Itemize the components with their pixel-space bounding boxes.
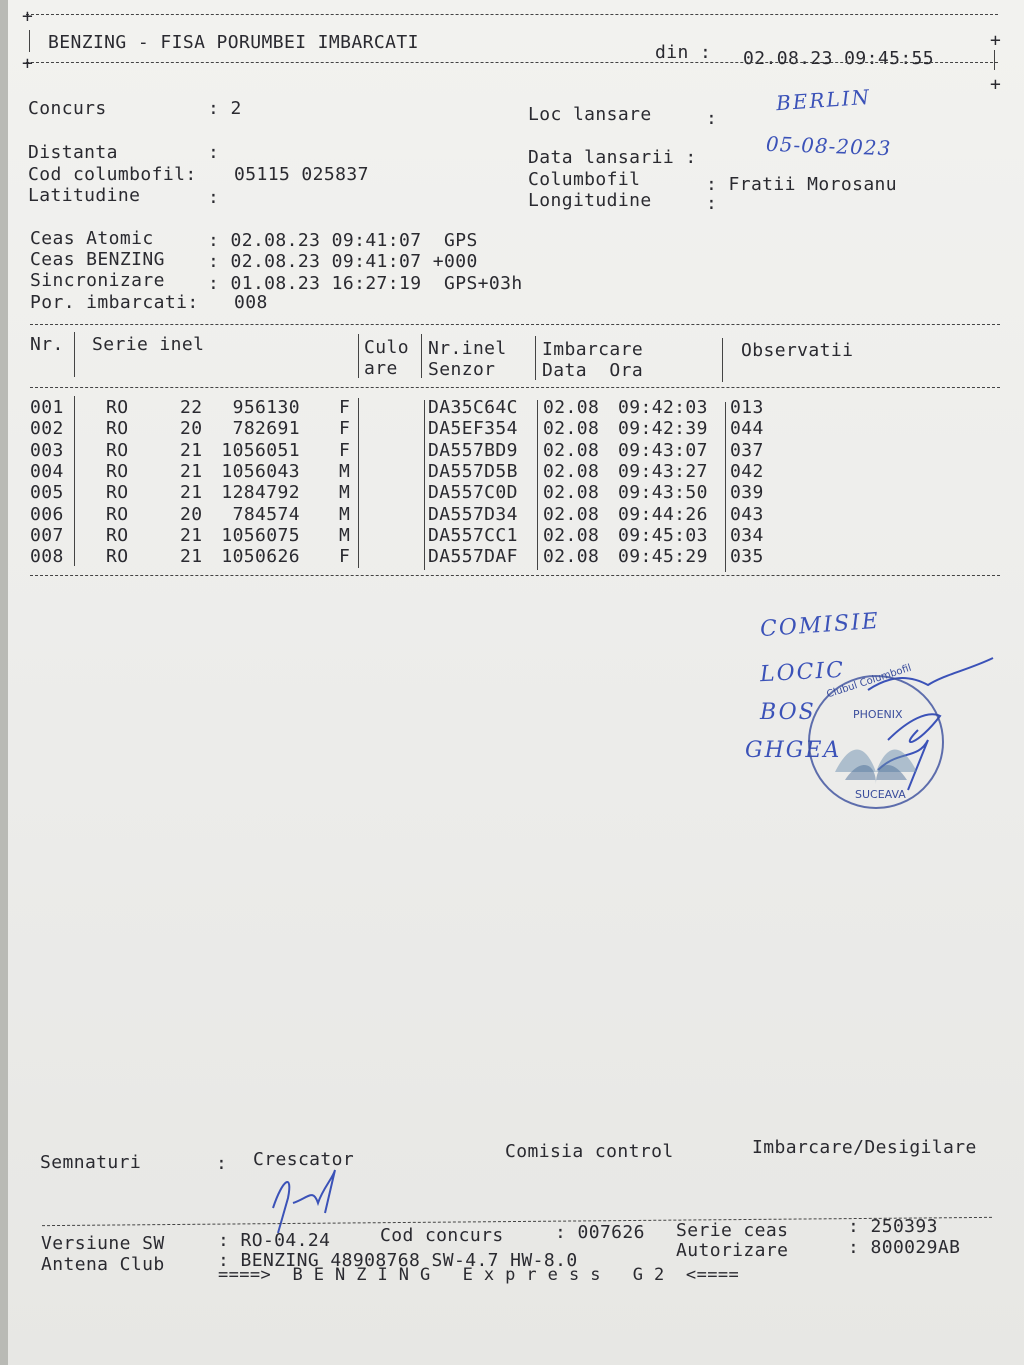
date-value: 02.08.23 09:45:55 bbox=[743, 48, 935, 69]
stamp-top-text: Clubul Columbofil bbox=[825, 662, 913, 701]
table-top-rule bbox=[30, 324, 1000, 325]
loc-lansare-colon: : bbox=[706, 108, 718, 129]
antena-club-value: : BENZING 48908768 SW-4.7 HW-8.0 bbox=[218, 1250, 578, 1271]
distanta-label: Distanta bbox=[28, 142, 118, 163]
cell-year: 21 bbox=[180, 525, 203, 547]
columbofil-value: : Fratii Morosanu bbox=[706, 174, 898, 195]
header-culoare-1: Culo bbox=[364, 337, 409, 358]
cell-ring-number: 782691 bbox=[232, 418, 300, 440]
cell-sensor: DA35C64C bbox=[428, 397, 518, 418]
stamp-bottom-text: SUCEAVA bbox=[855, 788, 906, 801]
autorizare-label: Autorizare bbox=[676, 1240, 789, 1261]
cell-observatii: 044 bbox=[730, 418, 764, 440]
cell-date: 02.08 bbox=[543, 461, 600, 483]
longitudine-label: Longitudine bbox=[528, 190, 652, 211]
cell-time: 09:44:26 bbox=[618, 503, 708, 525]
cell-sex: M bbox=[339, 503, 351, 525]
cell-ring-number: 1056051 bbox=[221, 439, 300, 461]
cell-nr: 006 bbox=[30, 503, 64, 525]
date-label: din : bbox=[655, 42, 712, 63]
autorizare-value: : 800029AB bbox=[848, 1237, 961, 1258]
header-corner-plus-bl: + bbox=[22, 53, 34, 74]
cell-year: 20 bbox=[180, 503, 203, 525]
header-right-bar bbox=[994, 50, 995, 70]
cod-concurs-label: Cod concurs bbox=[380, 1225, 504, 1246]
header-observatii: Observatii bbox=[741, 340, 854, 361]
header-imbarcare-2: Data Ora bbox=[542, 360, 644, 381]
sincronizare-value: : 01.08.23 16:27:19 GPS+03h bbox=[208, 273, 523, 294]
cell-ring-number: 956130 bbox=[232, 397, 300, 418]
por-imbarcati-value: 008 bbox=[234, 292, 268, 313]
col-sep-nr-head bbox=[74, 332, 75, 377]
header-bottom-rule bbox=[26, 62, 998, 63]
por-imbarcati-label: Por. imbarcati: bbox=[30, 292, 199, 313]
commission-member-3: GHGEA bbox=[745, 738, 842, 763]
cell-sensor: DA557DAF bbox=[428, 546, 518, 568]
cell-nr: 005 bbox=[30, 482, 64, 504]
cell-year: 21 bbox=[180, 461, 203, 483]
versiune-sw-value: : RO-04.24 bbox=[218, 1230, 331, 1251]
crescator-signature bbox=[263, 1168, 353, 1238]
cell-sex: F bbox=[339, 546, 351, 568]
concurs-value: : 2 bbox=[208, 98, 242, 119]
header-imbarcare-1: Imbarcare bbox=[542, 339, 644, 360]
cell-sensor: DA557D5B bbox=[428, 461, 518, 483]
club-stamp bbox=[805, 662, 947, 812]
document-page bbox=[8, 0, 1024, 1365]
ceas-atomic-label: Ceas Atomic bbox=[30, 228, 154, 249]
cell-ring-number: 1284792 bbox=[221, 482, 300, 504]
cell-sex: M bbox=[339, 482, 351, 504]
cell-time: 09:43:50 bbox=[618, 482, 708, 504]
cell-country: RO bbox=[106, 546, 129, 568]
col-sep-serie bbox=[358, 398, 359, 568]
cell-date: 02.08 bbox=[543, 546, 600, 568]
cell-sensor: DA557BD9 bbox=[428, 439, 518, 461]
header-nr: Nr. bbox=[30, 334, 64, 355]
commission-title-handwritten: COMISIE bbox=[759, 608, 881, 643]
cell-year: 21 bbox=[180, 439, 203, 461]
cell-country: RO bbox=[106, 397, 129, 418]
cell-year: 22 bbox=[180, 397, 203, 418]
cell-year: 21 bbox=[180, 482, 203, 504]
semnaturi-label: Semnaturi bbox=[40, 1152, 142, 1173]
cell-country: RO bbox=[106, 482, 129, 504]
cell-nr: 002 bbox=[30, 418, 64, 440]
longitudine-colon: : bbox=[706, 193, 718, 214]
cell-ring-number: 784574 bbox=[232, 503, 300, 525]
cod-concurs-value: : 007626 bbox=[555, 1222, 645, 1243]
header-corner-plus: + bbox=[22, 6, 34, 27]
cell-sex: F bbox=[339, 439, 351, 461]
cell-observatii: 035 bbox=[730, 546, 764, 568]
comisia-control-label: Comisia control bbox=[505, 1141, 674, 1162]
cell-sensor: DA557C0D bbox=[428, 482, 518, 504]
sincronizare-label: Sincronizare bbox=[30, 270, 165, 291]
cell-time: 09:42:39 bbox=[618, 418, 708, 440]
table-header-rule bbox=[30, 387, 1000, 388]
cell-sex: F bbox=[339, 397, 351, 418]
versiune-sw-label: Versiune SW bbox=[41, 1233, 165, 1254]
data-lansarii-label: Data lansarii : bbox=[528, 147, 697, 168]
cell-country: RO bbox=[106, 525, 129, 547]
cell-year: 20 bbox=[180, 418, 203, 440]
col-sep-senzor bbox=[537, 400, 538, 570]
cell-observatii: 037 bbox=[730, 439, 764, 461]
ceas-atomic-value: : 02.08.23 09:41:07 GPS bbox=[208, 230, 478, 251]
cell-country: RO bbox=[106, 418, 129, 440]
col-sep-culoare bbox=[424, 400, 425, 570]
cell-country: RO bbox=[106, 461, 129, 483]
imbarcare-desigilare-label: Imbarcare/Desigilare bbox=[752, 1137, 977, 1158]
cell-time: 09:45:29 bbox=[618, 546, 708, 568]
cell-time: 09:43:07 bbox=[618, 439, 708, 461]
cell-sex: M bbox=[339, 461, 351, 483]
cell-observatii: 013 bbox=[730, 397, 764, 418]
cell-date: 02.08 bbox=[543, 397, 600, 418]
cell-date: 02.08 bbox=[543, 418, 600, 440]
semnaturi-colon: : bbox=[216, 1153, 228, 1174]
table-bottom-rule bbox=[30, 575, 1000, 576]
cell-sensor: DA557D34 bbox=[428, 503, 518, 525]
latitudine-label: Latitudine bbox=[28, 185, 141, 206]
header-top-rule bbox=[26, 14, 998, 15]
latitudine-colon: : bbox=[208, 187, 220, 208]
cell-nr: 008 bbox=[30, 546, 64, 568]
col-sep-imbarcare-head bbox=[722, 338, 723, 382]
commission-member-2: BOS bbox=[760, 700, 816, 725]
commission-member-1: LOCIC bbox=[759, 657, 846, 688]
cell-date: 02.08 bbox=[543, 482, 600, 504]
cell-observatii: 043 bbox=[730, 503, 764, 525]
loc-lansare-label: Loc lansare bbox=[528, 104, 652, 125]
loc-lansare-handwritten: BERLIN bbox=[775, 84, 872, 116]
cell-date: 02.08 bbox=[543, 525, 600, 547]
antena-club-label: Antena Club bbox=[41, 1254, 165, 1275]
col-sep-serie-head bbox=[358, 334, 359, 378]
cell-time: 09:43:27 bbox=[618, 461, 708, 483]
cell-ring-number: 1050626 bbox=[221, 546, 300, 568]
cod-columbofil-value: 05115 025837 bbox=[234, 164, 369, 185]
distanta-colon: : bbox=[208, 142, 220, 163]
header-corner-plus-right: + bbox=[990, 30, 1002, 51]
ceas-benzing-label: Ceas BENZING bbox=[30, 249, 165, 270]
cell-year: 21 bbox=[180, 546, 203, 568]
cell-country: RO bbox=[106, 503, 129, 525]
header-corner-plus-br: + bbox=[990, 74, 1002, 95]
cell-observatii: 042 bbox=[730, 461, 764, 483]
cell-ring-number: 1056075 bbox=[221, 525, 300, 547]
data-lansarii-handwritten: 05-08-2023 bbox=[765, 131, 892, 161]
col-sep-culoare-head bbox=[421, 334, 422, 378]
cell-sex: F bbox=[339, 418, 351, 440]
cell-date: 02.08 bbox=[543, 439, 600, 461]
crescator-label: Crescator bbox=[253, 1149, 355, 1170]
cell-time: 09:45:03 bbox=[618, 525, 708, 547]
cell-sensor: DA5EF354 bbox=[428, 418, 518, 440]
cell-observatii: 039 bbox=[730, 482, 764, 504]
col-sep-senzor-head bbox=[535, 336, 536, 380]
header-nr-inel-2: Senzor bbox=[428, 359, 496, 380]
header-left-bar bbox=[29, 30, 30, 52]
stamp-center-text: PHOENIX bbox=[853, 708, 903, 721]
benzing-express-banner: ====> B E N Z I N G E x p r e s s G 2 <==== bbox=[218, 1265, 740, 1285]
header-nr-inel-1: Nr.inel bbox=[428, 338, 507, 359]
cell-sensor: DA557CC1 bbox=[428, 525, 518, 547]
cell-nr: 007 bbox=[30, 525, 64, 547]
document-title: BENZING - FISA PORUMBEI IMBARCATI bbox=[48, 32, 419, 53]
concurs-label: Concurs bbox=[28, 98, 107, 119]
cod-columbofil-label: Cod columbofil: bbox=[28, 164, 197, 185]
cell-observatii: 034 bbox=[730, 525, 764, 547]
cell-ring-number: 1056043 bbox=[221, 461, 300, 483]
cell-country: RO bbox=[106, 439, 129, 461]
header-culoare-2: are bbox=[364, 358, 398, 379]
columbofil-label: Columbofil bbox=[528, 169, 641, 190]
serie-ceas-label: Serie ceas bbox=[676, 1220, 789, 1241]
col-sep-nr bbox=[74, 396, 75, 566]
cell-nr: 004 bbox=[30, 461, 64, 483]
cell-nr: 003 bbox=[30, 439, 64, 461]
cell-date: 02.08 bbox=[543, 503, 600, 525]
cell-time: 09:42:03 bbox=[618, 397, 708, 418]
col-sep-imbarcare bbox=[725, 402, 726, 572]
cell-sex: M bbox=[339, 525, 351, 547]
serie-ceas-value: : 250393 bbox=[848, 1216, 938, 1237]
cell-nr: 001 bbox=[30, 397, 64, 418]
header-serie-inel: Serie inel bbox=[92, 334, 205, 355]
ceas-benzing-value: : 02.08.23 09:41:07 +000 bbox=[208, 251, 478, 272]
